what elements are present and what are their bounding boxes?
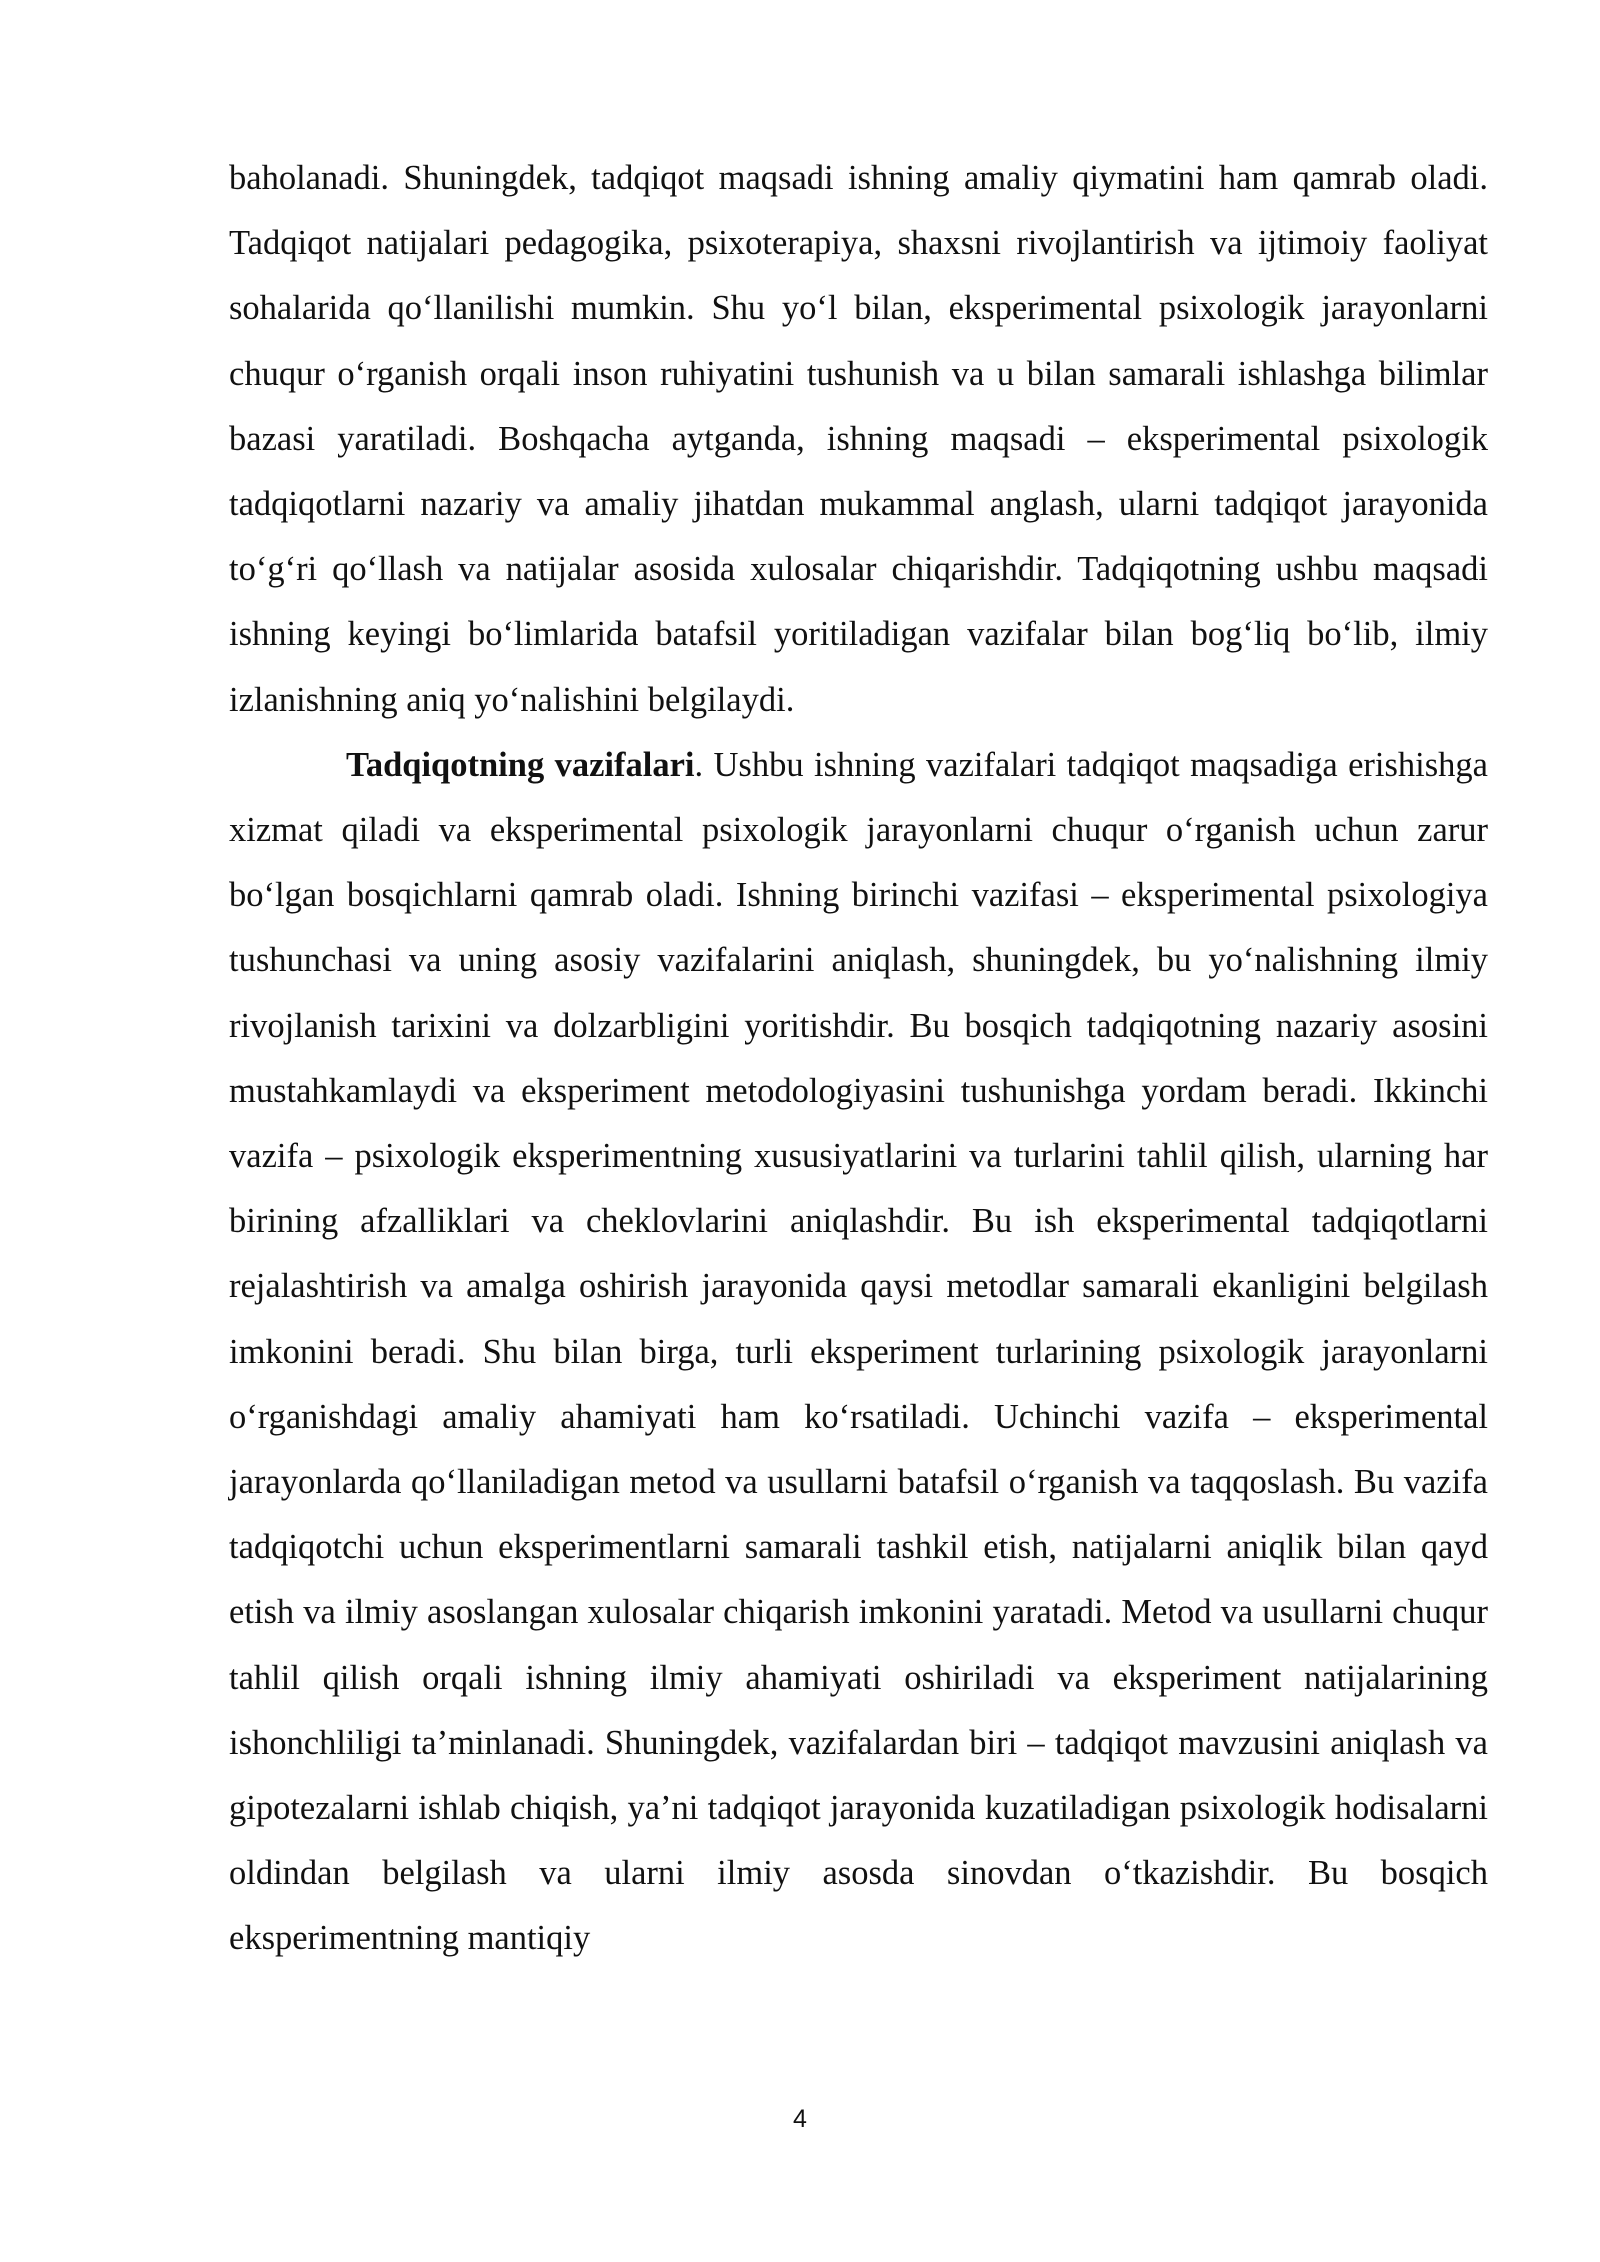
section-heading: Tadqiqotning vazifalari (346, 745, 695, 784)
paragraph-intro: baholanadi. Shuningdek, tadqiqot maqsadi ishning amaliy qiymatini ham qamrab oladi. Tadqiqot natijalari pedagogika, psixoterapiya, shaxsni rivojlantirish va ijtimoiy faoliyat sohalarida qo‘llanilishi mumkin. Shu yo‘l bilan, eksperimental psixologik jarayonlarni chuqur o‘rganish orqali inson ruhiyatini tushunish va u bilan samarali ishlashga bilimlar bazasi yaratiladi. Boshqacha aytganda, ishning maqsadi – eksperimental psixologik tadqiqotlarni nazariy va amaliy jihatdan mukammal anglash, ularni tadqiqot jarayonida to‘g‘ri qo‘llash va natijalar asosida xulosalar chiqarishdir. Tadqiqotning ushbu maqsadi ishning keyingi bo‘limlarida batafsil yoritiladigan vazifalar bilan bog‘liq bo‘lib, ilmiy izlanishning aniq yo‘nalishini belgilaydi. (229, 159, 1488, 719)
paragraph-tasks-text: . Ushbu ishning vazifalari tadqiqot maqsadiga erishishga xizmat qiladi va eksperimental psixologik jarayonlarni chuqur o‘rganish uchun zarur bo‘lgan bosqichlarni qamrab oladi. Ishning birinchi vazifasi – eksperimental psixologiya tushunchasi va uning asosiy vazifalarini aniqlash, shuningdek, bu yo‘nalishning ilmiy rivojlanish tarixini va dolzarbligini yoritishdir. Bu bosqich tadqiqotning nazariy asosini mustahkamlaydi va eksperiment metodologiyasini tushunishga yordam beradi. Ikkinchi vazifa – psixologik eksperimentning xususiyatlarini va turlarini tahlil qilish, ularning har birining afzalliklari va cheklovlarini aniqlashdir. Bu ish eksperimental tadqiqotlarni rejalashtirish va amalga oshirish jarayonida qaysi metodlar samarali ekanligini belgilash imkonini beradi. Shu bilan birga, turli eksperiment turlarining psixologik jarayonlarni o‘rganishdagi amaliy ahamiyati ham ko‘rsatiladi. Uchinchi vazifa – eksperimental jarayonlarda qo‘llaniladigan metod va usullarni batafsil o‘rganish va taqqoslash. Bu vazifa tadqiqotchi uchun eksperimentlarni samarali tashkil etish, natijalarni aniqlik bilan qayd etish va ilmiy asoslangan xulosalar chiqarish imkonini yaratadi. Metod va usullarni chuqur tahlil qilish orqali ishning ilmiy ahamiyati oshiriladi va eksperiment natijalarining ishonchliligi ta’minlanadi. Shuningdek, vazifalardan biri – tadqiqot mavzusini aniqlash va gipotezalarni ishlab chiqish, ya’ni tadqiqot jarayonida kuzatiladigan psixologik hodisalarni oldindan belgilash va ularni ilmiy asosda sinovdan o‘tkazishdir. Bu bosqich eksperimentning mantiqiy (229, 745, 1488, 1958)
paragraph-tasks (229, 733, 1488, 1972)
page-number: 4 (793, 2105, 807, 2133)
body-text (229, 146, 1488, 1972)
